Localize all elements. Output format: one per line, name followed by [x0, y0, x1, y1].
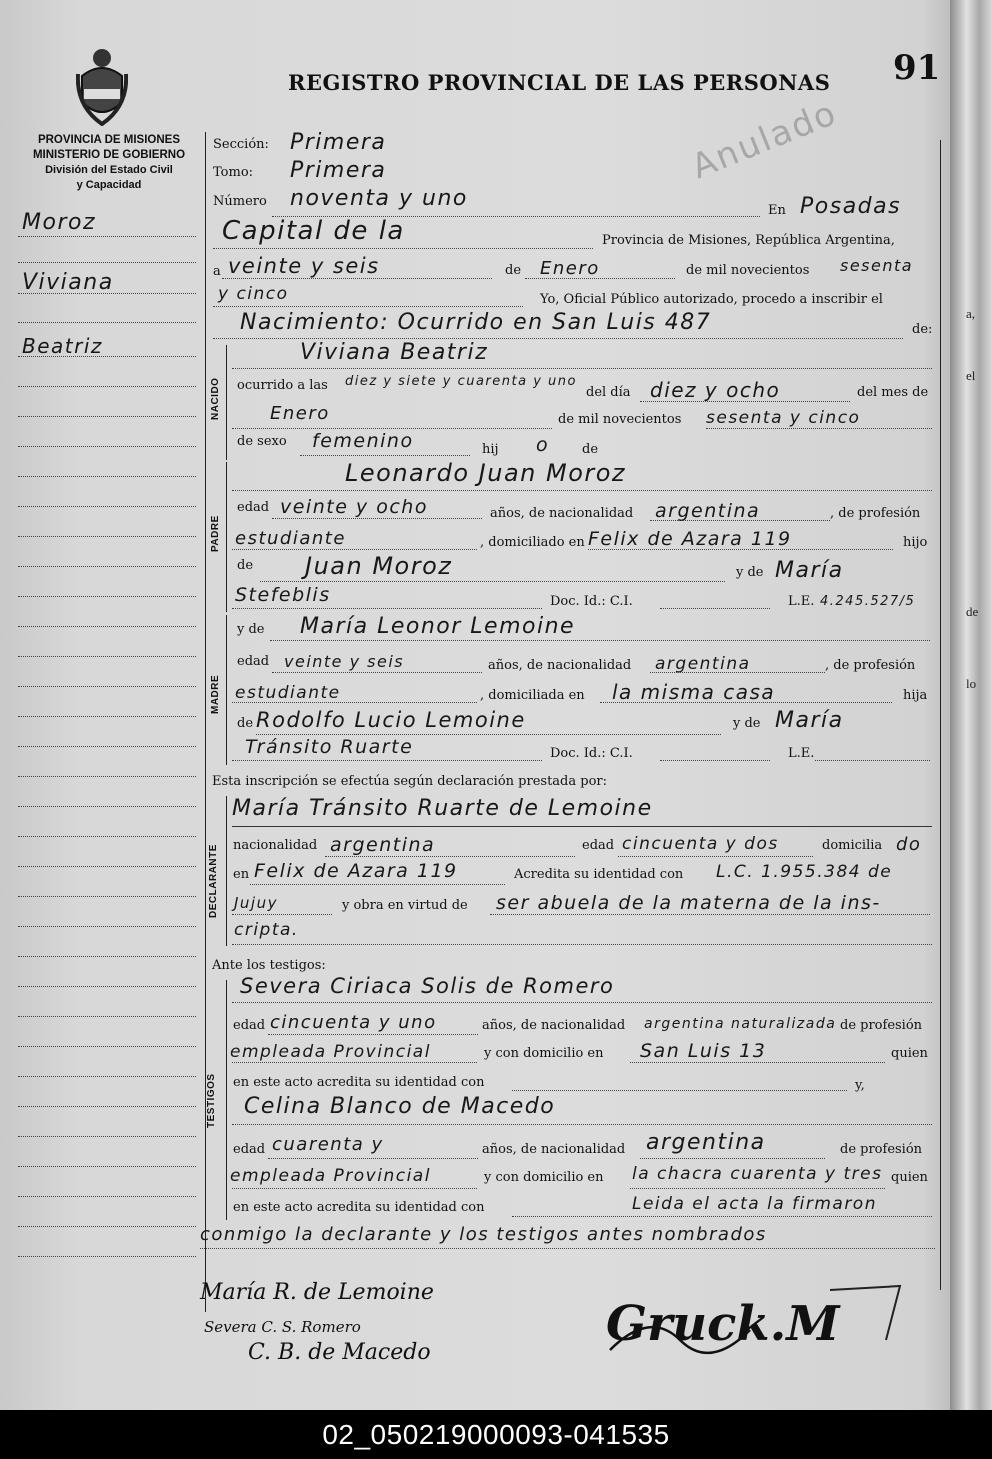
hijo-value: o	[536, 434, 550, 456]
testigo2-name: Celina Blanco de Macedo	[244, 1094, 556, 1119]
t2-acredita-label: en este acto acredita su identidad con	[233, 1200, 485, 1215]
t2-quien-label: quien	[891, 1170, 928, 1185]
de-month-label: de	[505, 263, 522, 278]
declarante-side-label: DECLARANTE	[208, 844, 219, 918]
declarante-acredita-value-2: Jujuy	[234, 894, 278, 912]
padre-hijo-label: hijo	[903, 535, 928, 550]
mes-value: Enero	[270, 403, 330, 424]
madre-nac-value: argentina	[655, 654, 751, 674]
padre-prof-label: , de profesión	[830, 506, 921, 521]
madre-padre-value: Rodolfo Lucio Lemoine	[256, 708, 526, 732]
padre-y-de-label: y de	[736, 565, 764, 580]
seccion-label: Sección:	[213, 137, 269, 152]
margin-second-name: Beatriz	[22, 334, 103, 358]
padre-le-label: L.E.	[788, 594, 815, 609]
right-margin-de: de	[966, 604, 979, 619]
year-value-2: y cinco	[218, 284, 289, 304]
acto-de-label: de:	[912, 322, 933, 337]
capacity-line: y Capacidad	[76, 179, 142, 191]
declarante-nac-label: nacionalidad	[233, 838, 318, 853]
provincia-label: Provincia de Misiones, República Argentina,	[602, 233, 895, 248]
padre-name: Leonardo Juan Moroz	[345, 459, 627, 487]
t2-acredita-value: Leida el acta la firmaron	[632, 1194, 877, 1214]
padre-le-value: 4.245.527/5	[820, 594, 916, 609]
padre-dom-label: , domiciliado en	[480, 535, 585, 550]
right-margin-lo: lo	[966, 676, 977, 691]
declarante-nac-value: argentina	[330, 834, 436, 856]
madre-anios-label: años, de nacionalidad	[488, 658, 632, 673]
right-margin-a: a,	[966, 306, 976, 321]
madre-madre-value-1: María	[775, 708, 844, 733]
madre-dom-label: , domiciliada en	[480, 688, 585, 703]
t1-dom-label: y con domicilio en	[484, 1046, 604, 1061]
t1-acredita-label: en este acto acredita su identidad con	[233, 1075, 485, 1090]
t1-prof-value: empleada Provincial	[230, 1042, 431, 1062]
ocurrido-label: ocurrido a las	[237, 378, 328, 393]
margin-surname: Moroz	[22, 210, 96, 235]
t1-y-label: y,	[855, 1078, 865, 1093]
nacido-mil-label: de mil novecientos	[558, 412, 682, 427]
oficial-label: Yo, Oficial Público autorizado, procedo a inscribir el	[540, 292, 883, 307]
capital-value: Capital de la	[222, 216, 405, 246]
t1-prof-label: de profesión	[840, 1018, 923, 1033]
declarante-obra-value: ser abuela de la materna de la ins-	[496, 892, 881, 914]
padre-madre-value-2: Stefeblis	[235, 584, 331, 606]
del-dia-label: del día	[586, 385, 631, 400]
padre-side-label: PADRE	[210, 515, 221, 552]
padre-prof-value: estudiante	[235, 528, 346, 549]
numero-label: Número	[213, 194, 267, 209]
t2-edad-label: edad	[233, 1142, 266, 1157]
padre-de-label: de	[237, 558, 254, 573]
madre-edad-label: edad	[237, 654, 270, 669]
seccion-value: Primera	[290, 130, 387, 155]
padre-doc-label: Doc. Id.: C.I.	[550, 594, 633, 609]
t2-nac-value: argentina	[646, 1130, 766, 1155]
image-code-footer: 02_050219000093-041535	[0, 1410, 992, 1459]
signature-declarante: María R. de Lemoine	[200, 1280, 434, 1305]
a-day-value: veinte y seis	[228, 254, 380, 278]
padre-anios-label: años, de nacionalidad	[490, 506, 634, 521]
signature-oficial: Gruck.M	[606, 1296, 840, 1352]
declarante-edad-value: cincuenta y dos	[622, 834, 779, 854]
madre-hija-label: hija	[903, 688, 928, 703]
madre-madre-value-2: Tránsito Ruarte	[245, 736, 414, 758]
del-mes-label: del mes de	[857, 385, 929, 400]
padre-nac-value: argentina	[655, 500, 761, 522]
madre-y-de-label: y de	[237, 622, 265, 637]
madre-de-label: de	[237, 716, 254, 731]
ministry-line: MINISTERIO DE GOBIERNO	[32, 149, 186, 161]
madre-le-label: L.E.	[788, 746, 815, 761]
month-value: Enero	[540, 258, 600, 279]
page-edge	[950, 0, 992, 1410]
t2-prof-label: de profesión	[840, 1142, 923, 1157]
t2-dom-label: y con domicilio en	[484, 1170, 604, 1185]
en-label: En	[768, 203, 786, 218]
nacido-name: Viviana Beatriz	[300, 340, 489, 365]
t2-dom-value: la chacra cuarenta y tres	[632, 1164, 883, 1184]
dia-value: diez y ocho	[650, 378, 781, 402]
tomo-value: Primera	[290, 158, 387, 183]
madre-y-de2-label: y de	[733, 716, 761, 731]
t2-anios-label: años, de nacionalidad	[482, 1142, 626, 1157]
t1-nac-value: argentina naturalizada	[644, 1016, 837, 1032]
testigos-side-label: TESTIGOS	[206, 1073, 217, 1128]
madre-prof-label: , de profesión	[825, 658, 916, 673]
testigo1-name: Severa Ciriaca Solis de Romero	[240, 974, 615, 998]
sexo-label: de sexo	[237, 434, 287, 449]
hijo-de-label: de	[582, 442, 599, 457]
t1-edad-value: cincuenta y uno	[270, 1012, 437, 1033]
frame-left	[205, 132, 206, 1312]
numero-value: noventa y uno	[290, 186, 468, 211]
madre-name: María Leonor Lemoine	[300, 614, 576, 639]
signature-testigo-1: Severa C. S. Romero	[204, 1318, 361, 1336]
year-value-1: sesenta	[840, 256, 914, 275]
declarante-domicilia-label: domicilia	[822, 838, 883, 853]
a-label: a	[213, 264, 221, 279]
declarante-en-label: en	[233, 867, 250, 882]
mil-label: de mil novecientos	[686, 263, 810, 278]
province-line: PROVINCIA DE MISIONES	[37, 134, 181, 146]
margin-first-name: Viviana	[22, 270, 114, 295]
hijo-label: hij	[482, 442, 499, 457]
t2-prof-value: empleada Provincial	[230, 1166, 431, 1186]
madre-side-label: MADRE	[210, 674, 221, 714]
folio-number: 91	[893, 48, 941, 88]
declarante-obra-label: y obra en virtud de	[342, 898, 468, 913]
signature-flourish-icon	[590, 1270, 920, 1380]
sexo-value: femenino	[312, 430, 414, 452]
acto-value: Nacimiento: Ocurrido en San Luis 487	[240, 310, 712, 335]
division-line: División del Estado Civil	[45, 164, 173, 176]
t1-anios-label: años, de nacionalidad	[482, 1018, 626, 1033]
padre-padre-value: Juan Moroz	[305, 552, 453, 580]
stamp-text: Anulado	[686, 92, 843, 188]
declarante-intro: Esta inscripción se efectúa según declaración prestada por:	[212, 774, 607, 789]
padre-edad-value: veinte y ocho	[280, 496, 428, 518]
t2-edad-value: cuarenta y	[272, 1134, 384, 1155]
testigos-intro: Ante los testigos:	[212, 958, 326, 973]
hora-value: diez y siete y cuarenta y uno	[345, 374, 577, 389]
madre-edad-value: veinte y seis	[284, 652, 405, 671]
declarante-obra-value-2: cripta.	[234, 920, 299, 940]
nacido-side-label: NACIDO	[210, 377, 221, 420]
right-margin-el: el	[966, 368, 976, 383]
tomo-label: Tomo:	[213, 165, 254, 180]
madre-doc-label: Doc. Id.: C.I.	[550, 746, 633, 761]
signature-testigo-2: C. B. de Macedo	[248, 1340, 431, 1365]
closing-text: conmigo la declarante y los testigos antes nombrados	[200, 1224, 767, 1245]
declarante-en-value: Felix de Azara 119	[254, 860, 458, 882]
t1-quien-label: quien	[891, 1046, 928, 1061]
madre-dom-value: la misma casa	[612, 680, 776, 704]
declarante-name: María Tránsito Ruarte de Lemoine	[232, 796, 653, 821]
t1-dom-value: San Luis 13	[640, 1040, 767, 1062]
declarante-edad-label: edad	[582, 838, 615, 853]
t1-edad-label: edad	[233, 1018, 266, 1033]
declarante-acredita-label: Acredita su identidad con	[514, 867, 684, 882]
padre-madre-value-1: María	[775, 558, 844, 583]
page-title: REGISTRO PROVINCIAL DE LAS PERSONAS	[288, 70, 831, 95]
province-header	[14, 133, 204, 193]
declarante-acredita-value: L.C. 1.955.384 de	[716, 862, 893, 882]
padre-edad-label: edad	[237, 500, 270, 515]
padre-dom-value: Felix de Azara 119	[588, 528, 792, 550]
madre-prof-value: estudiante	[235, 683, 341, 703]
declarante-domicilia-value: do	[896, 834, 922, 855]
frame-right	[940, 140, 941, 1290]
coat-of-arms-icon	[76, 46, 128, 126]
anio-value: sesenta y cinco	[706, 408, 861, 428]
en-value: Posadas	[800, 194, 902, 219]
